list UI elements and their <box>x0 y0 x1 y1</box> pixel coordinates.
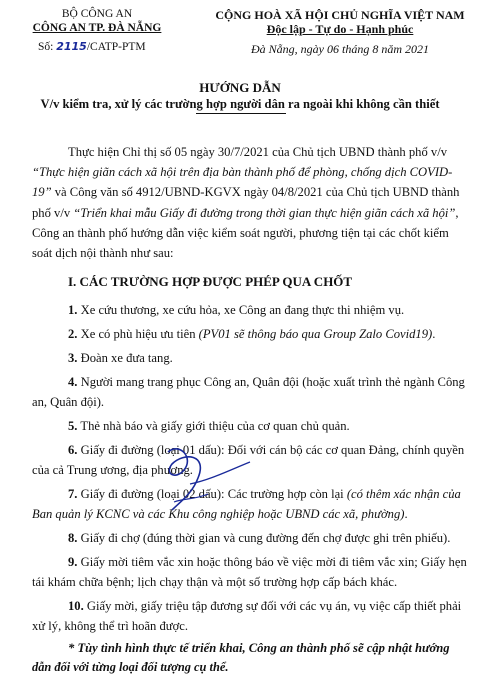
list-item <box>68 419 350 434</box>
list-item <box>68 303 404 318</box>
item-text: Giấy đi đường (loại 01 dấu): Đối với cán bộ các cơ quan Đảng, chính quyền <box>80 443 465 457</box>
item-number: 2. <box>68 327 78 341</box>
agency-name: CÔNG AN TP. ĐÀ NẴNG <box>32 22 162 34</box>
item-tail: . <box>432 327 436 341</box>
doc-number-handwritten: 2115 <box>56 40 87 53</box>
intro-line-5: Công an thành phố hướng dẫn việc kiểm soát người, phương tiện tại các chốt kiểm <box>32 226 449 240</box>
intro-line-6: soát dịch nội thành như sau: <box>32 246 174 260</box>
list-item-continuation: an, Quân đội). <box>32 395 105 409</box>
item-text: Giấy mời tiêm vắc xin hoặc thông báo về việc mời đi tiêm vắc xin; Giấy hẹn <box>80 555 467 569</box>
item-number: 6. <box>68 443 78 457</box>
item-text: Thẻ nhà báo và giấy giới thiệu của cơ quan chủ quản. <box>80 419 350 433</box>
item-italic: (PV01 sẽ thông báo qua Group Zalo Covid19) <box>198 327 433 341</box>
closing-note-line-2: dẫn đối với từng loại đối tượng cụ thể. <box>32 660 229 674</box>
item-text: Giấy đi đường (loại 02 dấu): Các trường hợp còn lại <box>80 487 347 501</box>
item-number: 10. <box>68 599 84 613</box>
agency-parent: BỘ CÔNG AN <box>61 8 133 20</box>
intro-line-4-italic: “Triển khai mẫu Giấy đi đường trong thời gian thực hiện giãn cách xã hội” <box>73 206 456 220</box>
item-continuation-tail: . <box>404 507 408 521</box>
item-number: 9. <box>68 555 78 569</box>
item-text: Xe cứu thương, xe cứu hỏa, xe Công an đang thực thi nhiệm vụ. <box>80 303 405 317</box>
item-number: 8. <box>68 531 78 545</box>
doc-number <box>38 40 146 53</box>
item-number: 7. <box>68 487 78 501</box>
list-item-continuation <box>32 507 408 522</box>
item-number: 5. <box>68 419 78 433</box>
list-item <box>68 443 464 458</box>
list-item-continuation: của cả Trung ương, địa phương. <box>32 463 193 477</box>
intro-line-3-rest: và Công văn số 4912/UBND-KGVX ngày 04/8/2021 của Chủ tịch UBND thành <box>51 185 460 199</box>
item-number: 4. <box>68 375 78 389</box>
intro-line-1: Thực hiện Chỉ thị số 05 ngày 30/7/2021 của Chủ tịch UBND thành phố v/v <box>68 145 448 159</box>
list-item <box>68 327 435 342</box>
list-item <box>68 599 461 614</box>
item-continuation-italic: Ban quản lý KCNC và các Khu công nghiệp hoặc UBND các xã, phường) <box>32 507 405 521</box>
list-item <box>68 487 461 502</box>
item-text: Xe có phù hiệu ưu tiên <box>80 327 199 341</box>
list-item-continuation: xử lý, không thể trì hoãn được. <box>32 619 189 633</box>
item-number: 3. <box>68 351 78 365</box>
list-item <box>68 555 467 570</box>
item-italic: (có thêm xác nhận của <box>346 487 461 501</box>
item-number: 1. <box>68 303 78 317</box>
intro-line-4 <box>32 206 459 221</box>
item-text: Giấy mời, giấy triệu tập đương sự đối với các vụ án, vụ việc cấp thiết phải <box>86 599 462 613</box>
doc-number-suffix: /CATP-PTM <box>86 41 146 53</box>
list-item <box>68 375 465 390</box>
item-text: Đoàn xe đưa tang. <box>80 351 173 365</box>
nation-title: CỘNG HOÀ XÃ HỘI CHỦ NGHĨA VIỆT NAM <box>215 8 465 22</box>
intro-line-4-a: phố v/v <box>32 206 74 220</box>
intro-line-3-italic: 19” <box>32 185 52 199</box>
doc-number-prefix: Số: <box>38 41 57 53</box>
item-text: Người mang trang phục Công an, Quân đội (hoặc xuất trình thẻ ngành Công <box>80 375 465 389</box>
intro-line-3 <box>32 185 459 200</box>
subject-underline <box>196 113 286 114</box>
intro-line-4-b: , <box>455 206 459 220</box>
national-motto: Độc lập - Tự do - Hạnh phúc <box>266 22 414 36</box>
doc-title: HƯỚNG DẪN <box>199 80 281 95</box>
doc-subject: V/v kiểm tra, xử lý các trường hợp người dân ra ngoài khi không cần thiết <box>40 97 440 111</box>
closing-note-line-1: * Tùy tình hình thực tế triển khai, Công an thành phố sẽ cập nhật hướng <box>68 641 450 655</box>
place-date: Đà Nẵng, ngày 06 tháng 8 năm 2021 <box>251 42 429 56</box>
list-item <box>68 531 450 546</box>
list-item-continuation: tái khám chữa bệnh; lịch chạy thận và một số trường hợp cấp bách khác. <box>32 575 398 589</box>
item-text: Giấy đi chợ (đúng thời gian và cung đường đến chợ được ghi trên phiếu). <box>80 531 451 545</box>
list-item <box>68 351 173 366</box>
section-1-heading: I. CÁC TRƯỜNG HỢP ĐƯỢC PHÉP QUA CHỐT <box>68 274 353 289</box>
intro-line-2: “Thực hiện giãn cách xã hội trên địa bàn thành phố để phòng, chống dịch COVID- <box>32 165 453 179</box>
